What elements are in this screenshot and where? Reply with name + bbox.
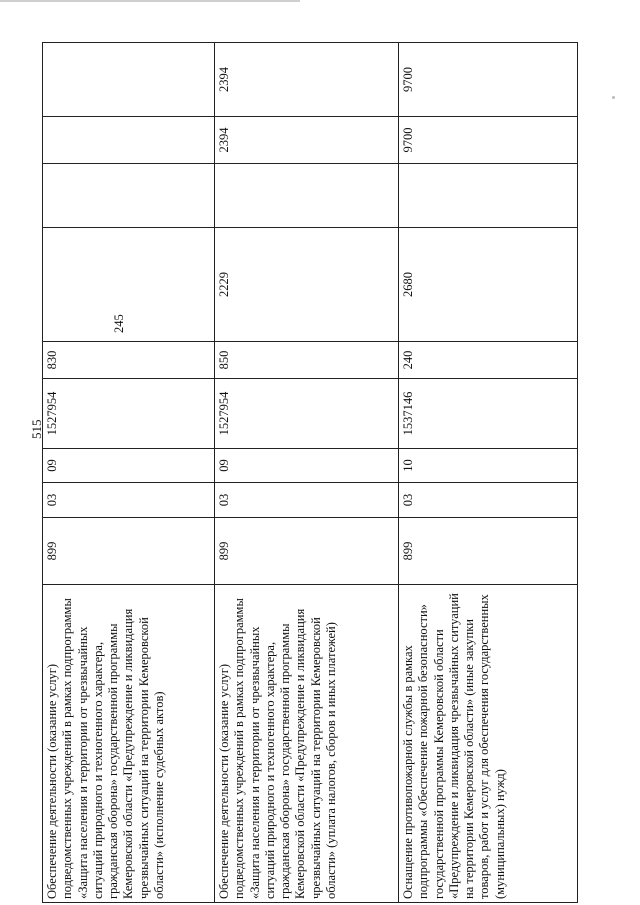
expense-type-code: 240	[399, 342, 578, 379]
table-row	[399, 43, 578, 903]
amount-cell	[43, 43, 215, 117]
amount-cell: 9700	[399, 117, 578, 164]
section-code: 03	[43, 483, 215, 518]
amount-cell: 2394	[215, 43, 399, 117]
table-row	[215, 43, 399, 903]
amount-cell	[43, 117, 215, 164]
amount-cell	[399, 164, 578, 228]
target-article-code: 1527954	[43, 379, 215, 449]
subsection-code: 09	[215, 449, 399, 483]
subsection-code: 10	[399, 449, 578, 483]
row-description: Обеспечение деятельности (оказание услуг) подведомственных учреждений в рамках подпрограммы «Защита населения и территории от чрезвычайных ситуаций природного и техногенного характера, гражданская оборона» государственной программы Кемеровской области «Предупреждение и ликвидация чрезвычайных ситуаций на территории Кемеровской области» (исполнение судебных актов)	[43, 585, 215, 903]
target-article-code: 1527954	[215, 379, 399, 449]
budget-table-rotated	[42, 43, 577, 903]
target-article-code: 1537146	[399, 379, 578, 449]
amount-cell: 2680	[399, 228, 578, 342]
expense-type-code: 830	[43, 342, 215, 379]
section-code: 03	[399, 483, 578, 518]
row-description: Оснащение противопожарной службы в рамках подпрограммы «Обеспечение пожарной безопасности» государственной программы Кемеровской области «Предупреждение и ликвидация чрезвычайных ситуаций на территории Кемеровской области» (иные закупки товаров, работ и услуг для обеспечения государственных (муниципальных) нужд)	[399, 585, 578, 903]
amount-cell: 2394	[215, 117, 399, 164]
row-description: Обеспечение деятельности (оказание услуг) подведомственных учреждений в рамках подпрограммы «Защита населения и территории от чрезвычайных ситуаций природного и техногенного характера, гражданская оборона» государственной программы Кемеровской области «Предупреждение и ликвидация чрезвычайных ситуаций на территории Кемеровской области» (уплата налогов, сборов и иных платежей)	[215, 585, 399, 903]
amount-cell	[43, 164, 215, 228]
amount-cell: 2229	[215, 228, 399, 342]
ministry-code: 899	[399, 518, 578, 585]
ministry-code: 899	[215, 518, 399, 585]
ministry-code: 899	[43, 518, 215, 585]
table-row	[43, 43, 215, 903]
expense-type-code: 850	[215, 342, 399, 379]
amount-cell: 9700	[399, 43, 578, 117]
top-scan-line	[0, 0, 300, 2]
subsection-code: 09	[43, 449, 215, 483]
amount-cell: 245	[43, 228, 215, 342]
amount-cell	[215, 164, 399, 228]
scan-dot	[612, 96, 615, 99]
page-number: 515	[29, 419, 44, 439]
section-code: 03	[215, 483, 399, 518]
budget-table	[42, 42, 578, 903]
